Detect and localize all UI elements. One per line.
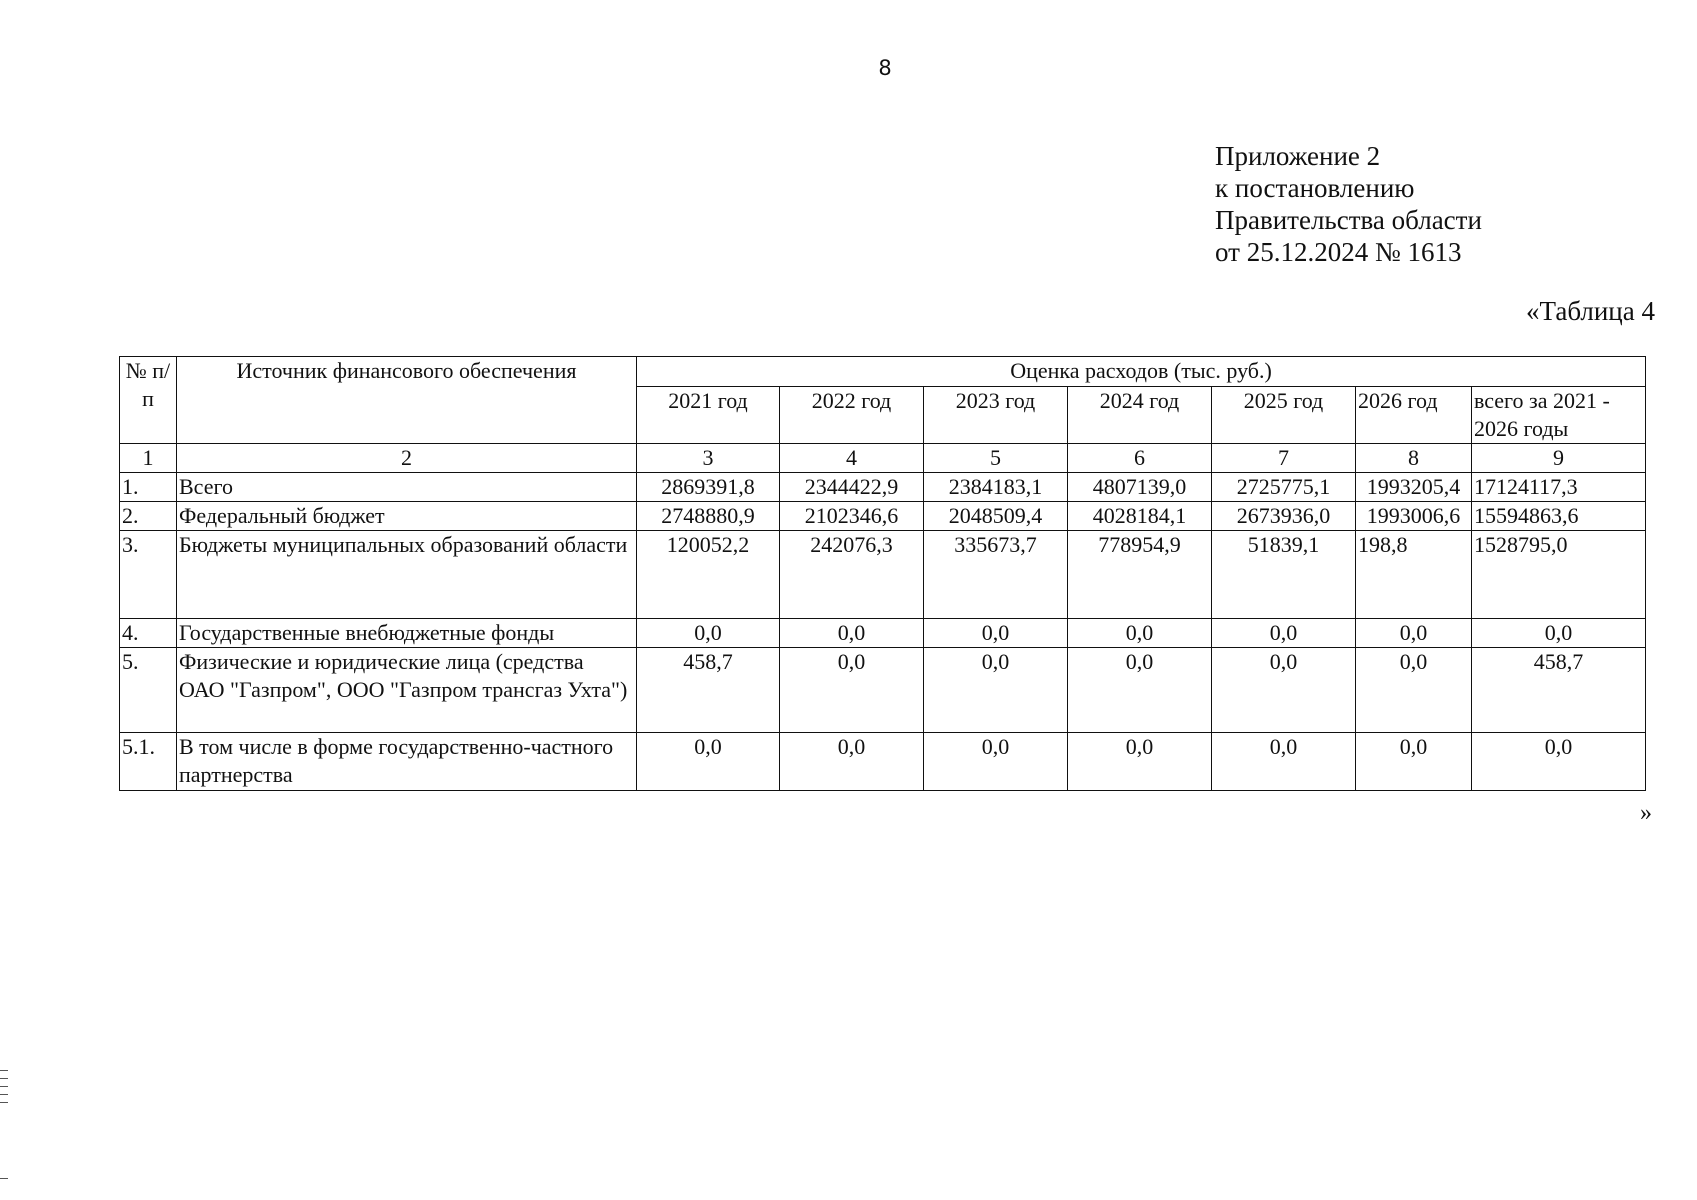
row-value-total: 0,0 [1472, 733, 1646, 791]
row-value: 1993205,4 [1356, 473, 1472, 502]
row-value: 0,0 [924, 733, 1068, 791]
column-number: 2 [177, 444, 637, 473]
table-row [120, 619, 1646, 648]
row-value: 2673936,0 [1212, 502, 1356, 531]
header-source: Источник финансового обеспечения [177, 357, 637, 444]
row-value: 0,0 [1356, 648, 1472, 733]
table-row [120, 648, 1646, 733]
header-year: 2023 год [924, 387, 1068, 444]
row-value: 2048509,4 [924, 502, 1068, 531]
row-value: 458,7 [637, 648, 780, 733]
table-caption: «Таблица 4 [1526, 296, 1655, 326]
header-expense-estimate: Оценка расходов (тыс. руб.) [637, 357, 1646, 387]
table-row [120, 733, 1646, 791]
row-value: 0,0 [1212, 619, 1356, 648]
row-value-total: 1528795,0 [1472, 531, 1646, 619]
row-value: 0,0 [1068, 733, 1212, 791]
row-value: 4807139,0 [1068, 473, 1212, 502]
row-source: Федеральный бюджет [177, 502, 637, 531]
table-row [120, 531, 1646, 619]
appendix-line: Правительства области [1215, 205, 1482, 235]
row-value: 0,0 [924, 619, 1068, 648]
scan-edge-mark [0, 1078, 8, 1079]
appendix-block [1215, 140, 1482, 268]
row-number: 5. [120, 648, 177, 733]
column-number: 9 [1472, 444, 1646, 473]
header-year: 2021 год [637, 387, 780, 444]
column-number: 1 [120, 444, 177, 473]
header-number: № п/п [120, 357, 177, 444]
row-value-total: 15594863,6 [1472, 502, 1646, 531]
row-value-total: 0,0 [1472, 619, 1646, 648]
header-year: 2022 год [780, 387, 924, 444]
row-value: 242076,3 [780, 531, 924, 619]
page-number: 8 [878, 56, 892, 80]
scan-edge-mark [0, 1094, 8, 1095]
row-value: 0,0 [780, 648, 924, 733]
column-number: 6 [1068, 444, 1212, 473]
row-number: 1. [120, 473, 177, 502]
header-year: 2024 год [1068, 387, 1212, 444]
row-source: Бюджеты муниципальных образований области [177, 531, 637, 619]
row-value: 4028184,1 [1068, 502, 1212, 531]
row-value: 0,0 [780, 619, 924, 648]
row-value: 2725775,1 [1212, 473, 1356, 502]
header-year: 2026 год [1356, 387, 1472, 444]
row-value: 1993006,6 [1356, 502, 1472, 531]
header-total: всего за 2021 - 2026 годы [1472, 387, 1646, 444]
scan-edge-mark [0, 1178, 8, 1179]
table-row [120, 502, 1646, 531]
row-source: Всего [177, 473, 637, 502]
financing-table [119, 356, 1646, 791]
row-number: 5.1. [120, 733, 177, 791]
column-number: 4 [780, 444, 924, 473]
row-value: 198,8 [1356, 531, 1472, 619]
table-row [120, 473, 1646, 502]
row-number: 2. [120, 502, 177, 531]
row-value: 0,0 [1068, 619, 1212, 648]
row-value: 0,0 [1068, 648, 1212, 733]
column-number: 5 [924, 444, 1068, 473]
row-number: 4. [120, 619, 177, 648]
row-value: 335673,7 [924, 531, 1068, 619]
row-value: 2344422,9 [780, 473, 924, 502]
row-value: 0,0 [1212, 648, 1356, 733]
appendix-line: от 25.12.2024 № 1613 [1215, 237, 1462, 267]
row-value: 0,0 [1356, 733, 1472, 791]
row-value-total: 17124117,3 [1472, 473, 1646, 502]
appendix-line: Приложение 2 [1215, 141, 1381, 171]
row-value: 0,0 [1356, 619, 1472, 648]
appendix-line: к постановлению [1215, 173, 1415, 203]
column-number: 3 [637, 444, 780, 473]
row-value: 0,0 [637, 733, 780, 791]
row-value: 0,0 [924, 648, 1068, 733]
row-source: Физические и юридические лица (средства ОАО "Газпром", ООО "Газпром трансгаз Ухта") [177, 648, 637, 733]
row-value: 778954,9 [1068, 531, 1212, 619]
row-value: 0,0 [780, 733, 924, 791]
scan-edge-mark [0, 1070, 8, 1071]
column-number: 7 [1212, 444, 1356, 473]
row-value: 2869391,8 [637, 473, 780, 502]
row-value: 0,0 [1212, 733, 1356, 791]
column-number: 8 [1356, 444, 1472, 473]
row-value: 2384183,1 [924, 473, 1068, 502]
scan-edge-mark [0, 1102, 8, 1103]
row-value: 2102346,6 [780, 502, 924, 531]
row-source: В том числе в форме государственно-частного партнерства [177, 733, 637, 791]
closing-quote: » [1640, 800, 1652, 826]
row-value: 51839,1 [1212, 531, 1356, 619]
row-value: 2748880,9 [637, 502, 780, 531]
row-value: 0,0 [637, 619, 780, 648]
row-source: Государственные внебюджетные фонды [177, 619, 637, 648]
scan-edge-mark [0, 1086, 8, 1087]
row-value-total: 458,7 [1472, 648, 1646, 733]
row-number: 3. [120, 531, 177, 619]
header-year: 2025 год [1212, 387, 1356, 444]
row-value: 120052,2 [637, 531, 780, 619]
